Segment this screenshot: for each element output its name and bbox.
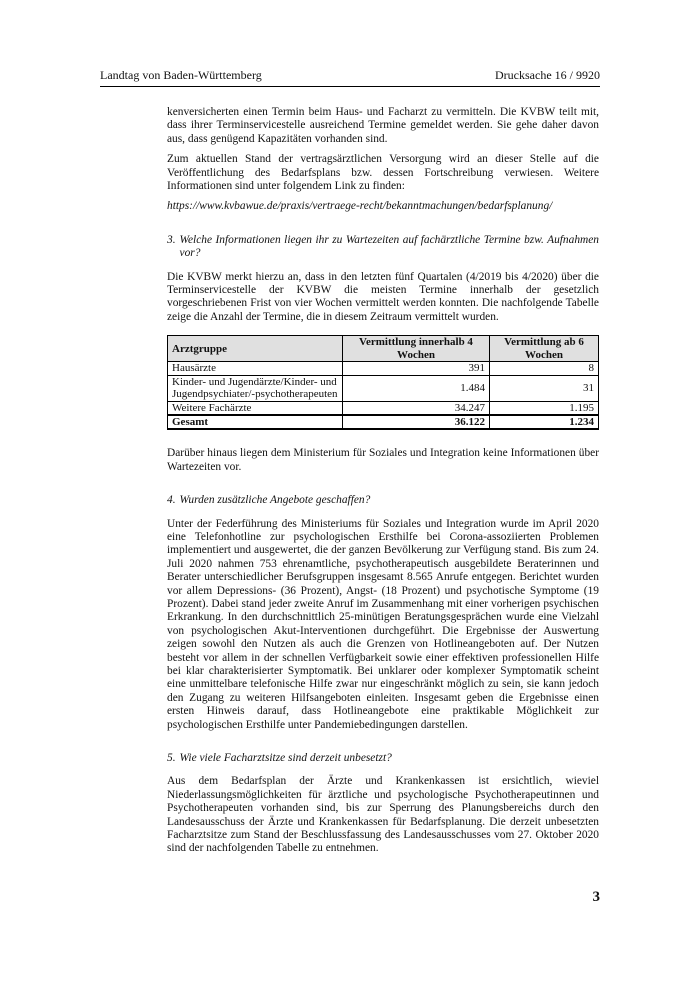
cell-4-wochen: 34.247: [343, 401, 490, 415]
table-row: [168, 401, 599, 415]
table-row: [168, 362, 599, 375]
question-3: [167, 234, 599, 261]
cell-4-wochen: 1.484: [343, 375, 490, 401]
row-label: Hausärzte: [168, 362, 343, 375]
question-3-number: 3.: [167, 233, 176, 246]
row-label: Weitere Fachärzte: [168, 401, 343, 415]
header-title: Landtag von Baden-Württemberg: [100, 68, 262, 82]
page-header: [100, 68, 600, 83]
answer-4: Unter der Federführung des Ministeriums für Soziales und Integration wurde im April 2020 eine Telefonhotline zur psychologischen Ersthilfe bei Corona-assoziierten Problemen implementiert und ausgewertet, die der ganzen Bevölkerung zur Verfügung stand. Bis zum 24. Juli 2020 nahmen 753 ehrenamtliche, psychotherapeutisch ausgebildete Beraterinnen und Berater unterschiedlicher Berufsgruppen insgesamt 8.565 Anrufe entgegen. Berichtet wurden vor allem Depressions- (36 Prozent), Angst- (18 Prozent) und psychotische Symptome (19 Prozent). Dabei stand jeder zweite Anruf im Zusammenhang mit einer vorherigen psychischen Erkrankung. In den durchschnittlich 25-minütigen Beratungsgesprächen wurde eine Vielzahl von psychologischen Akut-Interventionen durchgeführt. Die Ergebnisse der Auswertung zeigen sowohl den Nutzen als auch die Grenzen von Hotlineangeboten auf. Der Nutzen besteht vor allem in der schnellen Verfügbarkeit sowie einer effektiven professionellen Hilfe bei klar charakterisierter Symptomatik. Bei unklarer oder komplexer Symptomatik scheint eine unmittelbare telefonische Hilfe zwar nur eingeschränkt möglich zu sein, sie kann jedoch den Zugang zu weiteren Hilfsangeboten einleiten. Insgesamt geben die Ergebnisse einen ersten Hinweis darauf, dass Hotlineangebote eine praktikable Möglichkeit zur psychologischen Ersthilfe unter Pandemiebedingungen darstellen.: [167, 517, 599, 731]
question-5-number: 5.: [167, 752, 176, 765]
page-content: [167, 106, 599, 856]
paragraph-bedarfsplan: Zum aktuellen Stand der vertragsärztlichen Versorgung wird an dieser Stelle auf die Veröffentlichung des Bedarfsplans bzw. dessen Fortschreibung verwiesen. Weitere Informationen sind unter folgendem Link zu finden:: [167, 153, 599, 193]
total-label: Gesamt: [168, 415, 343, 429]
cell-6-wochen: 31: [490, 375, 599, 401]
question-5-text: Wie viele Facharztsitze sind derzeit unbesetzt?: [179, 752, 392, 765]
cell-6-wochen: 1.195: [490, 401, 599, 415]
table-header-row: [168, 336, 599, 362]
question-4-text: Wurden zusätzliche Angebote geschaffen?: [179, 494, 371, 507]
answer-5: Aus dem Bedarfsplan der Ärzte und Krankenkassen ist ersichtlich, wieviel Niederlassungsmöglichkeiten für ärztliche und psychologische Psychotherapeutinnen und Psychotherapeuten vorhanden sind, bis zur Sperrung des Planungsbereichs durch den Landesausschuss der Ärzte und Krankenkassen für Bedarfsplanung. Die derzeit unbesetzten Facharztsitze zum Stand der Beschlussfassung des Landesausschusses vom 27. Oktober 2020 sind der nachfolgenden Tabelle zu entnehmen.: [167, 775, 599, 855]
column-header-4-wochen: Vermittlung innerhalb 4 Wochen: [343, 336, 490, 362]
column-header-arztgruppe: Arztgruppe: [168, 336, 343, 362]
column-header-6-wochen: Vermittlung ab 6 Wochen: [490, 336, 599, 362]
table-row: [168, 375, 599, 401]
cell-4-wochen: 391: [343, 362, 490, 375]
row-label: Kinder- und Jugendärzte/Kinder- und Jugendpsychiater/-psychotherapeuten: [168, 375, 343, 401]
cell-6-wochen: 8: [490, 362, 599, 375]
link-bedarfsplanung[interactable]: https://www.kvbawue.de/praxis/vertraege-recht/bekanntmachungen/bedarfsplanung/: [167, 200, 553, 213]
question-4: [167, 494, 599, 507]
table-total-row: [168, 415, 599, 429]
page-number: 3: [592, 889, 600, 905]
question-3-text: Welche Informationen liegen ihr zu Wartezeiten auf fachärztliche Termine bzw. Aufnahmen vor?: [179, 233, 599, 260]
question-5: [167, 752, 599, 765]
paragraph-wartezeiten: Darüber hinaus liegen dem Ministerium für Soziales und Integration keine Informationen über Wartezeiten vor.: [167, 447, 599, 473]
total-6-wochen: 1.234: [490, 415, 599, 429]
answer-3: Die KVBW merkt hierzu an, dass in den letzten fünf Quartalen (4/2019 bis 4/2020) über die Terminservicestelle der KVBW die meisten Termine innerhalb der gesetzlich vorgeschriebenen Frist von vier Wochen vermittelt werden konnten. Die nachfolgende Tabelle zeige die Anzahl der Termine, die in diesem Zeitraum vermittelt wurden.: [167, 270, 599, 323]
question-4-number: 4.: [167, 494, 176, 507]
header-rule: [100, 86, 600, 87]
appointments-table: [167, 335, 599, 430]
header-document-number: Drucksache 16 / 9920: [495, 68, 600, 82]
paragraph-continuation: kenversicherten einen Termin beim Haus- und Facharzt zu vermitteln. Die KVBW teilt mit, dass ihrer Terminservicestelle ausreichend Termine gemeldet werden. Sie gehe daher davon aus, dass genügend Kapazitäten vorhanden sind.: [167, 106, 599, 145]
total-4-wochen: 36.122: [343, 415, 490, 429]
